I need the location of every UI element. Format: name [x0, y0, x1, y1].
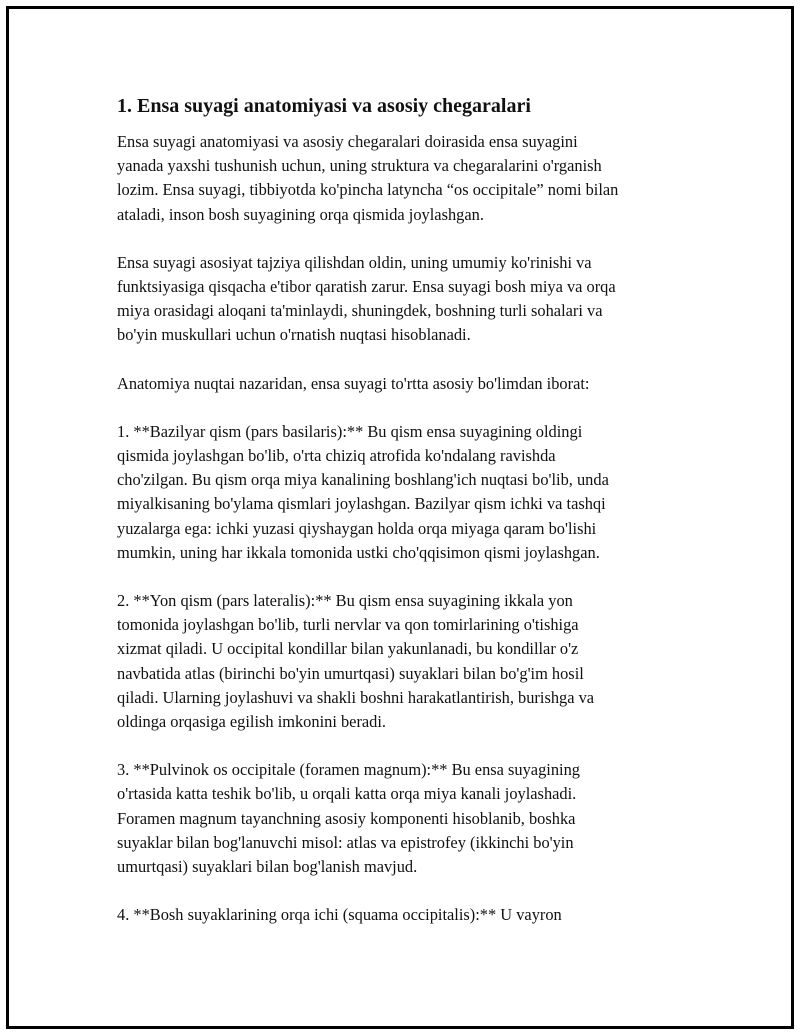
paragraph: [117, 420, 697, 565]
text-line: xizmat qiladi. U occipital kondillar bilan yakunlanadi, bu kondillar o'z: [117, 639, 579, 659]
text-line: bo'yin muskullari uchun o'rnatish nuqtasi hisoblanadi.: [117, 325, 471, 345]
text-line: Ensa suyagi asosiyat tajziya qilishdan oldin, uning umumiy ko'rinishi va: [117, 252, 592, 272]
text-line: 4. **Bosh suyaklarining orqa ichi (squama occipitalis):** U vayron: [117, 905, 562, 925]
text-line: Foramen magnum tayanchning asosiy komponenti hisoblanib, boshka: [117, 808, 576, 828]
text-line: oldinga orqasiga egilish imkonini beradi.: [117, 712, 387, 732]
text-line: yanada yaxshi tushunish uchun, uning struktura va chegaralarini o'rganish: [117, 156, 602, 176]
text-line: funktsiyasiga qisqacha e'tibor qaratish zarur. Ensa suyagi bosh miya va orqa: [117, 277, 616, 297]
text-line: qismida joylashgan bo'lib, o'rta chiziq atrofida ko'ndalang ravishda: [117, 446, 556, 466]
text-line: 3. **Pulvinok os occipitale (foramen magnum):** Bu ensa suyagining: [117, 760, 580, 780]
text-line: qiladi. Ularning joylashuvi va shakli boshni harakatlantirish, burishga va: [117, 687, 595, 707]
text-line: lozim. Ensa suyagi, tibbiyotda ko'pincha latyncha “os occipitale” nomi bilan: [117, 180, 619, 200]
text-line: umurtqasi) suyaklari bilan bog'lanish mavjud.: [117, 857, 418, 877]
text-line: Anatomiya nuqtai nazaridan, ensa suyagi to'rtta asosiy bo'limdan iborat:: [117, 373, 590, 393]
paragraph: [117, 372, 697, 396]
paragraph: [117, 903, 697, 927]
paragraph: [117, 130, 697, 227]
section-heading: 1. Ensa suyagi anatomiyasi va asosiy chegaralari: [117, 95, 531, 117]
text-line: yuzalarga ega: ichki yuzasi qiyshaygan holda orqa miyaga qaram bo'lishi: [117, 518, 597, 538]
text-line: miya orasidagi aloqani ta'minlaydi, shuningdek, boshning turli sohalari va: [117, 301, 603, 321]
text-line: 2. **Yon qism (pars lateralis):** Bu qism ensa suyagining ikkala yon: [117, 591, 573, 611]
text-line: tomonida joylashgan bo'lib, turli nervlar va qon tomirlarining o'tishiga: [117, 615, 579, 635]
text-line: mumkin, uning har ikkala tomonida ustki cho'qqisimon qismi joylashgan.: [117, 542, 600, 562]
paragraph: [117, 758, 697, 879]
paragraph: [117, 589, 697, 734]
text-line: suyaklar bilan bog'lanuvchi misol: atlas va epistrofey (ikkinchi bo'yin: [117, 832, 574, 852]
text-line: cho'zilgan. Bu qism orqa miya kanalining boshlang'ich nuqtasi bo'lib, unda: [117, 470, 609, 490]
text-line: navbatida atlas (birinchi bo'yin umurtqasi) suyaklari bilan bo'g'im hosil: [117, 663, 584, 683]
paragraph: [117, 251, 697, 348]
text-line: ataladi, inson bosh suyagining orqa qismida joylashgan.: [117, 204, 484, 224]
text-line: 1. **Bazilyar qism (pars basilaris):** Bu qism ensa suyagining oldingi: [117, 421, 583, 441]
paragraph-container: [117, 130, 697, 927]
text-line: Ensa suyagi anatomiyasi va asosiy chegaralari doirasida ensa suyagini: [117, 132, 578, 151]
document-body: [117, 92, 697, 951]
text-line: miyalkisaning bo'ylama qismlari joylashgan. Bazilyar qism ichki va tashqi: [117, 494, 606, 514]
text-line: o'rtasida katta teshik bo'lib, u orqali katta orqa miya kanali joylashadi.: [117, 784, 577, 804]
